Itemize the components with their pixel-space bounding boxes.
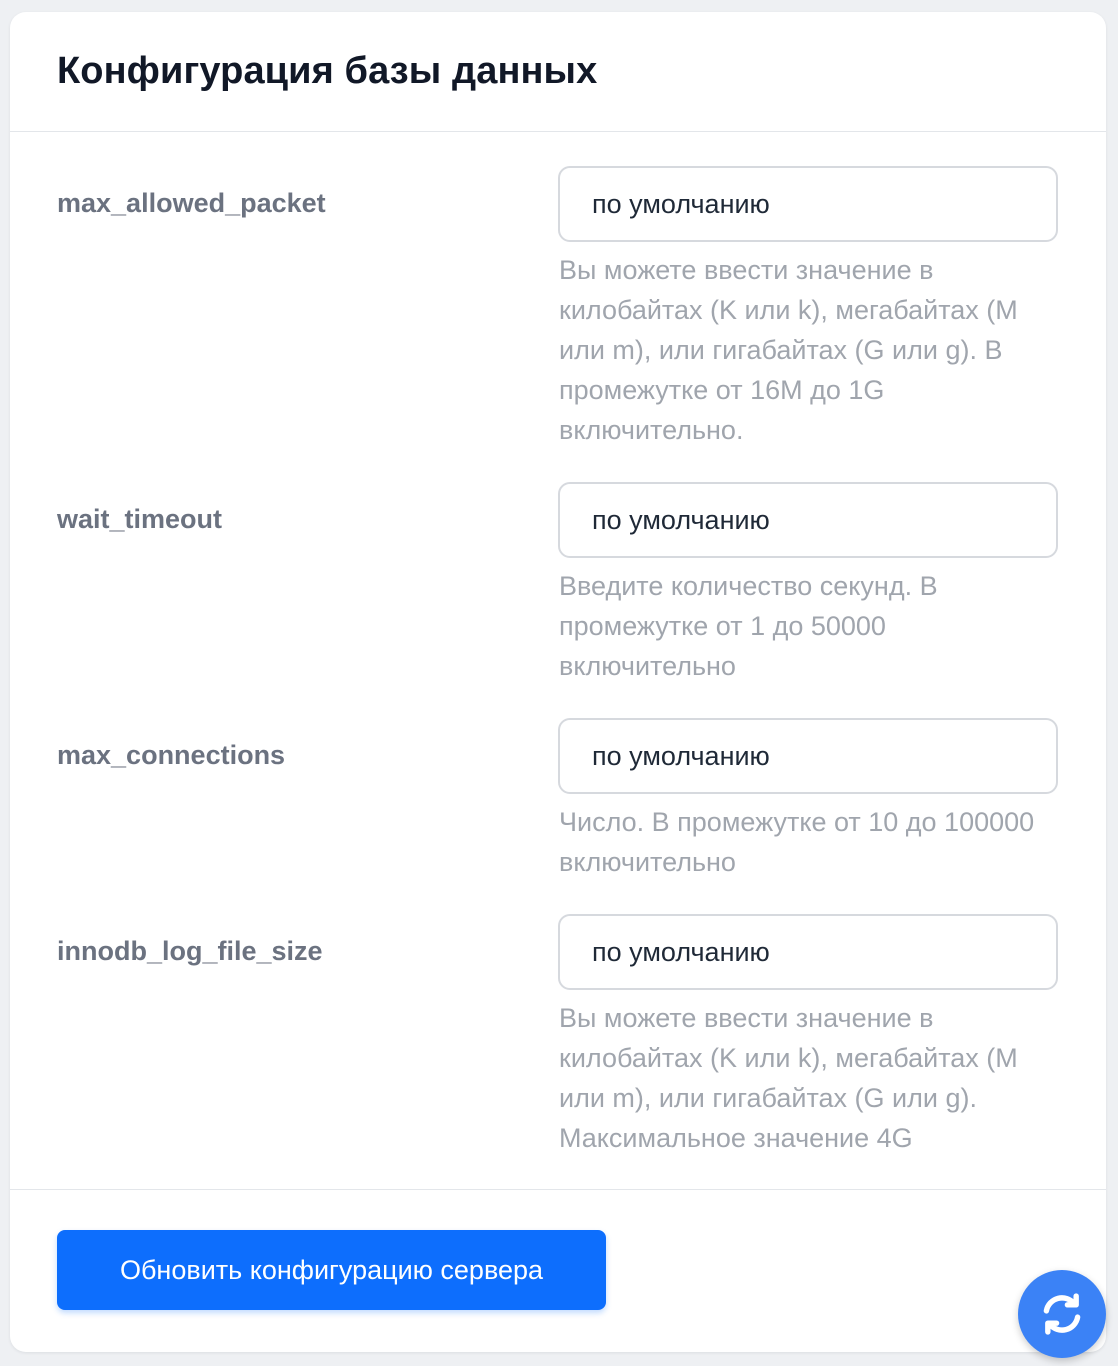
field-label: max_connections	[57, 740, 286, 770]
database-config-card	[10, 12, 1106, 1352]
refresh-button[interactable]	[1018, 1270, 1106, 1358]
card-footer	[10, 1190, 1106, 1350]
card-header	[10, 12, 1106, 132]
field-label: wait_timeout	[57, 504, 223, 534]
update-server-config-button[interactable]: Обновить конфигурацию сервера	[57, 1230, 606, 1310]
field-hint: Введите количество секунд. В промежутке от 1 до 50000 включительно	[559, 571, 938, 681]
field-hint: Число. В промежутке от 10 до 100000 включительно	[559, 807, 1035, 877]
refresh-icon	[1037, 1289, 1087, 1339]
max-allowed-packet-input[interactable]	[558, 166, 1058, 242]
field-hint: Вы можете ввести значение в килобайтах (K или k), мегабайтах (M или m), или гигабайтах (G или g). Максимальное значение 4G	[559, 1003, 1018, 1153]
innodb-log-file-size-input[interactable]	[558, 914, 1058, 990]
field-label: innodb_log_file_size	[57, 936, 323, 966]
wait-timeout-input[interactable]	[558, 482, 1058, 558]
field-hint: Вы можете ввести значение в килобайтах (K или k), мегабайтах (M или m), или гигабайтах (G или g). В промежутке от 16M до 1G включительно.	[559, 255, 1018, 445]
field-label: max_allowed_packet	[57, 188, 326, 218]
config-form	[10, 132, 1106, 1190]
max-connections-input[interactable]	[558, 718, 1058, 794]
page-title: Конфигурация базы данных	[57, 50, 598, 92]
